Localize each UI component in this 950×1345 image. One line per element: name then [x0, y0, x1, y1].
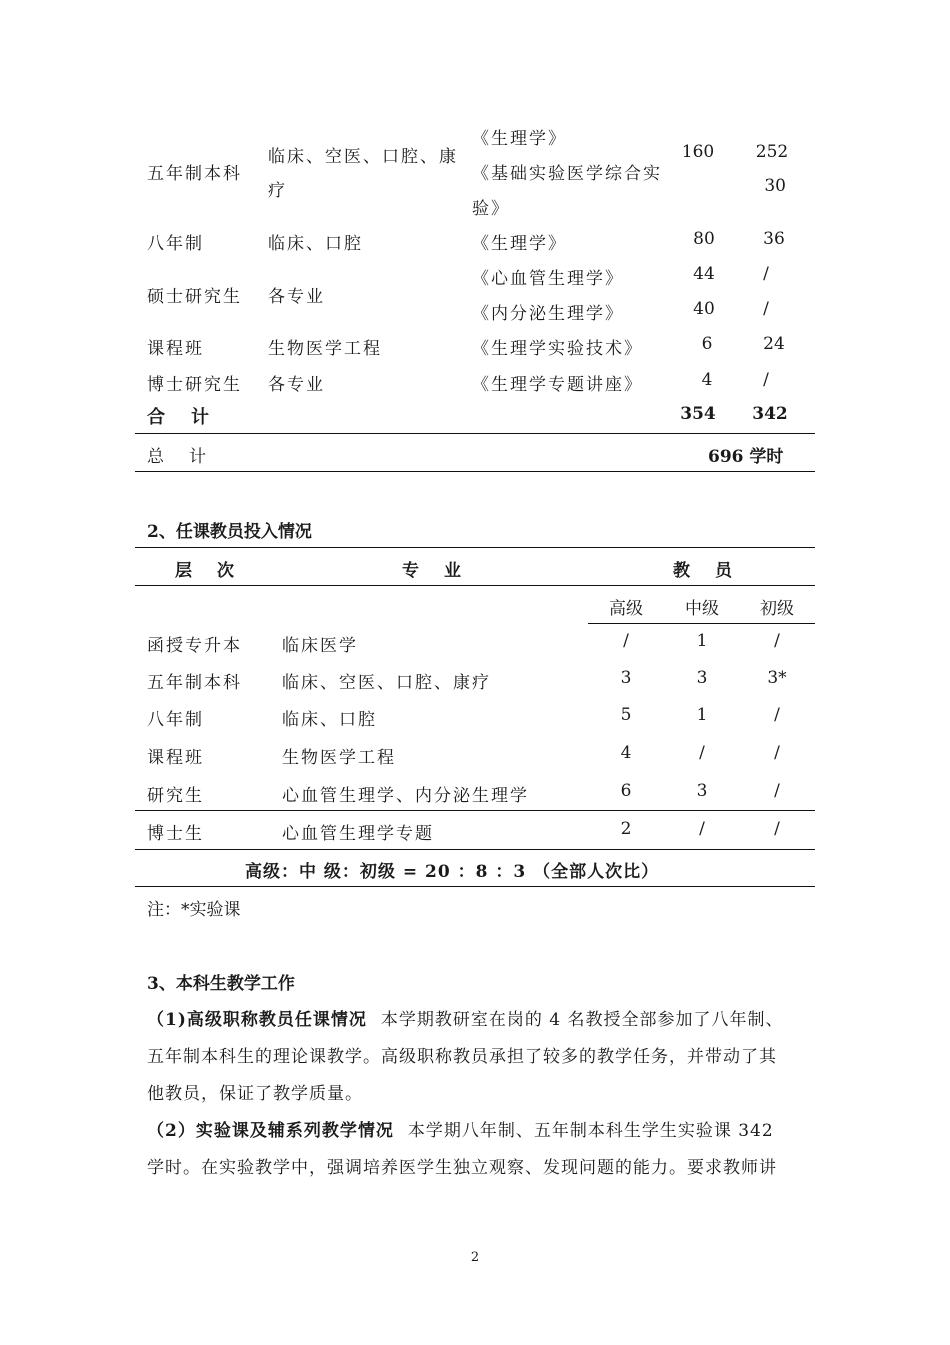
t1-row5-course: 《生理学专题讲座》	[472, 375, 643, 395]
t1-row1-lab1: 252	[755, 142, 789, 162]
t2-row3-middle: 1	[696, 705, 708, 725]
section2-title: 2、任课教员投入情况	[147, 522, 312, 542]
t2-bottom-rule	[135, 886, 815, 887]
t2-row5-level: 研究生	[147, 786, 204, 806]
t2-row1-level: 函授专升本	[147, 636, 242, 656]
t2-subheader-rule	[588, 623, 815, 624]
t1-subtotal-label: 合 计	[147, 407, 213, 428]
t1-row1-major-l1: 临床、空医、口腔、康	[268, 147, 458, 167]
t2-header-middle: 中级	[685, 599, 719, 619]
t2-row6-middle: /	[699, 819, 705, 839]
t1-row2-theory: 80	[693, 229, 715, 249]
t1-row1-major-l2: 疗	[268, 181, 287, 201]
t1-bottom-rule	[135, 471, 815, 472]
t2-row2-junior: 3*	[767, 668, 787, 688]
t1-row5-level: 博士研究生	[147, 375, 242, 395]
t2-row3-senior: 5	[620, 705, 632, 725]
t1-row5-lab: /	[763, 370, 769, 390]
p2-heading: （2）实验课及辅系列教学情况	[147, 1121, 394, 1141]
t1-row4-level: 课程班	[147, 339, 204, 359]
t2-row4-senior: 4	[620, 743, 632, 763]
t2-row6-level: 博士生	[147, 824, 204, 844]
t1-total-label: 总 计	[147, 447, 210, 467]
t2-row5-rule	[135, 810, 815, 811]
t1-subtotal-divider	[135, 433, 815, 434]
t2-row2-middle: 3	[696, 668, 708, 688]
t2-header-junior: 初级	[760, 599, 794, 619]
t1-row3-level: 硕士研究生	[147, 287, 242, 307]
t1-row2-level: 八年制	[147, 234, 204, 254]
section3-paragraph2	[147, 1113, 815, 1187]
p1-heading: （1)高级职称教员任课情况	[147, 1010, 367, 1030]
t2-row2-major: 临床、空医、口腔、康疗	[282, 673, 491, 693]
p1-line3: 他教员，保证了教学质量。	[147, 1084, 363, 1104]
t2-top-rule	[135, 547, 815, 548]
t2-row4-junior: /	[774, 743, 780, 763]
t2-header-senior: 高级	[609, 599, 643, 619]
t2-row6-junior: /	[774, 819, 780, 839]
t1-row1-level: 五年制本科	[147, 164, 242, 184]
section2-note: 注：*实验课	[147, 900, 241, 920]
t1-row4-major: 生物医学工程	[268, 339, 382, 359]
t1-subtotal-lab: 342	[752, 404, 788, 424]
t1-row2-lab: 36	[763, 229, 785, 249]
t2-header-rule	[135, 585, 815, 586]
t1-row4-lab: 24	[763, 334, 785, 354]
t1-row2-course: 《生理学》	[472, 234, 567, 254]
t1-total-value: 696 学时	[708, 447, 784, 467]
t1-row3-lab2: /	[763, 299, 769, 319]
t1-row1-course-l1: 《生理学》	[472, 129, 567, 149]
t2-row3-major: 临床、口腔	[282, 710, 377, 730]
page-number: 2	[470, 1250, 480, 1265]
t2-row4-major: 生物医学工程	[282, 748, 396, 768]
t2-row6-rule	[135, 849, 815, 850]
t1-row4-theory: 6	[701, 334, 713, 354]
t2-row5-middle: 3	[696, 781, 708, 801]
t1-row3-major: 各专业	[268, 287, 325, 307]
p2-line1: 本学期八年制、五年制本科生学生实验课 342	[407, 1121, 774, 1141]
t1-subtotal-theory: 354	[680, 404, 716, 424]
t1-row1-course-l3: 验》	[472, 199, 510, 219]
t2-row4-middle: /	[699, 743, 705, 763]
t2-row5-senior: 6	[620, 781, 632, 801]
t2-header-major: 专 业	[402, 561, 465, 581]
t1-row1-course-l2: 《基础实验医学综合实	[472, 164, 662, 184]
t2-row2-senior: 3	[620, 668, 632, 688]
t1-row3-course1: 《心血管生理学》	[472, 269, 624, 289]
t2-ratio: 高级：中 级：初级 = 20 ：8 ：3 （全部人次比）	[245, 862, 660, 882]
t2-row1-middle: 1	[696, 631, 708, 651]
t2-row3-junior: /	[774, 705, 780, 725]
t1-row3-theory2: 40	[693, 299, 715, 319]
t2-header-teachers: 教 员	[673, 561, 736, 581]
t1-row1-theory: 160	[681, 142, 715, 162]
t1-row5-theory: 4	[701, 370, 713, 390]
t2-row1-senior: /	[623, 631, 629, 651]
t2-row6-major: 心血管生理学专题	[282, 824, 434, 844]
t2-row4-level: 课程班	[147, 748, 204, 768]
t1-row2-major: 临床、口腔	[268, 234, 363, 254]
p1-line2: 五年制本科生的理论课教学。高级职称教员承担了较多的教学任务，并带动了其	[147, 1047, 777, 1067]
t2-row5-junior: /	[774, 781, 780, 801]
p2-line2: 学时。在实验教学中，强调培养医学生独立观察、发现问题的能力。要求教师讲	[147, 1158, 777, 1178]
t2-row5-major: 心血管生理学、内分泌生理学	[282, 786, 529, 806]
t2-row2-level: 五年制本科	[147, 673, 242, 693]
t1-row1-lab2: 30	[764, 176, 786, 196]
t1-row4-course: 《生理学实验技术》	[472, 339, 643, 359]
t1-row3-course2: 《内分泌生理学》	[472, 304, 624, 324]
p1-line1: 本学期教研室在岗的 4 名教授全部参加了八年制、	[380, 1010, 784, 1030]
t1-row3-theory1: 44	[693, 264, 715, 284]
t2-header-level: 层 次	[175, 561, 238, 581]
t1-row5-major: 各专业	[268, 375, 325, 395]
t1-row3-lab1: /	[763, 264, 769, 284]
t2-row1-junior: /	[774, 631, 780, 651]
section3-title: 3、本科生教学工作	[147, 974, 295, 994]
section3-paragraph1	[147, 1002, 815, 1113]
t2-row6-senior: 2	[620, 819, 632, 839]
t2-row3-level: 八年制	[147, 710, 204, 730]
t2-row1-major: 临床医学	[282, 636, 358, 656]
